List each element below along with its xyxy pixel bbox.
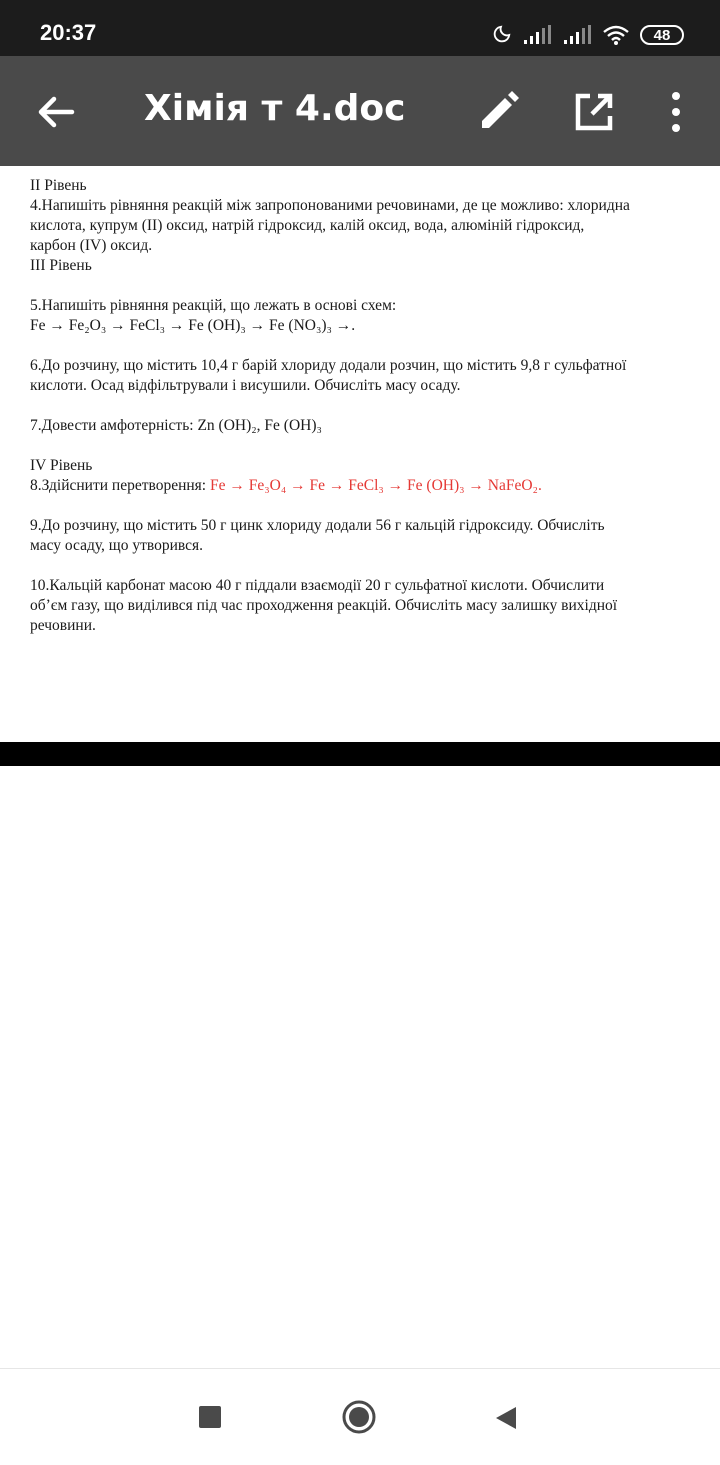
document-title: Хімія т 4.doc [144, 88, 406, 129]
recents-square-icon[interactable] [199, 1406, 221, 1428]
level-heading-4: IV Рівень [30, 457, 93, 474]
document-page [0, 166, 720, 742]
status-bar [0, 0, 720, 56]
document-body [30, 176, 696, 636]
back-button[interactable] [30, 86, 82, 138]
open-external-icon [568, 86, 620, 138]
edit-button[interactable] [472, 86, 524, 138]
battery-level: 48 [653, 26, 671, 44]
more-options-button[interactable] [652, 86, 700, 138]
question-10-line-1: 10.Кальцій карбонат масою 40 г піддали взаємодії 20 г сульфатної кислоти. Обчислити [30, 577, 605, 594]
question-4-line-1: 4.Напишіть рівняння реакцій між запропонованими речовинами, де це можливо: хлоридна [30, 197, 630, 214]
status-icons [490, 20, 684, 50]
back-triangle-icon[interactable] [494, 1405, 518, 1431]
question-5-scheme: Fe → Fe₂O₃ → FeCl₃ → Fe (OH)₃ → Fe (NO₃)₃ →. [30, 317, 356, 334]
question-4-line-3: карбон (IV) оксид. [30, 237, 153, 254]
question-8-scheme: Fe → Fe₃O₄ → Fe → FeCl₃ → Fe (OH)₃ → NaFeO₂. [209, 477, 542, 494]
home-circle-icon[interactable] [342, 1400, 376, 1434]
signal-icon [522, 25, 552, 45]
more-vert-icon [652, 86, 700, 138]
page-divider [0, 742, 720, 766]
question-8 [30, 476, 696, 496]
level-heading-3: III Рівень [30, 257, 92, 274]
moon-icon [490, 24, 512, 46]
arrow-back-icon [30, 86, 82, 138]
wifi-icon [602, 24, 630, 46]
pencil-icon [472, 86, 524, 138]
question-6-line-2: кислоти. Осад відфільтрували і висушили. Обчисліть масу осаду. [30, 377, 461, 394]
question-7-text: 7.Довести амфотерність: Zn (OH)₂, Fe (OH)₃ [30, 417, 322, 434]
level-heading-2: II Рівень [30, 177, 87, 194]
question-9-line-1: 9.До розчину, що містить 50 г цинк хлориду додали 56 г кальцій гідроксиду. Обчисліть [30, 517, 605, 534]
question-10-line-2: об’єм газу, що виділився під час проходження реакцій. Обчисліть масу залишку вихідної [30, 597, 618, 614]
question-8-label: 8.Здійснити перетворення: [30, 477, 210, 494]
question-4-line-2: кислота, купрум (II) оксид, натрій гідроксид, калій оксид, вода, алюміній гідроксид, [30, 217, 585, 234]
question-10-line-3: речовини. [30, 617, 96, 634]
app-bar [0, 56, 720, 166]
question-6-line-1: 6.До розчину, що містить 10,4 г барій хлориду додали розчин, що містить 9,8 г сульфатної [30, 357, 627, 374]
battery-icon [640, 25, 684, 45]
signal-icon [562, 25, 592, 45]
navigation-bar [0, 1368, 720, 1465]
question-9-line-2: масу осаду, що утворився. [30, 537, 204, 554]
status-time: 20:37 [40, 20, 97, 45]
open-in-app-button[interactable] [568, 86, 620, 138]
question-5-text: 5.Напишіть рівняння реакцій, що лежать в основі схем: [30, 297, 397, 314]
